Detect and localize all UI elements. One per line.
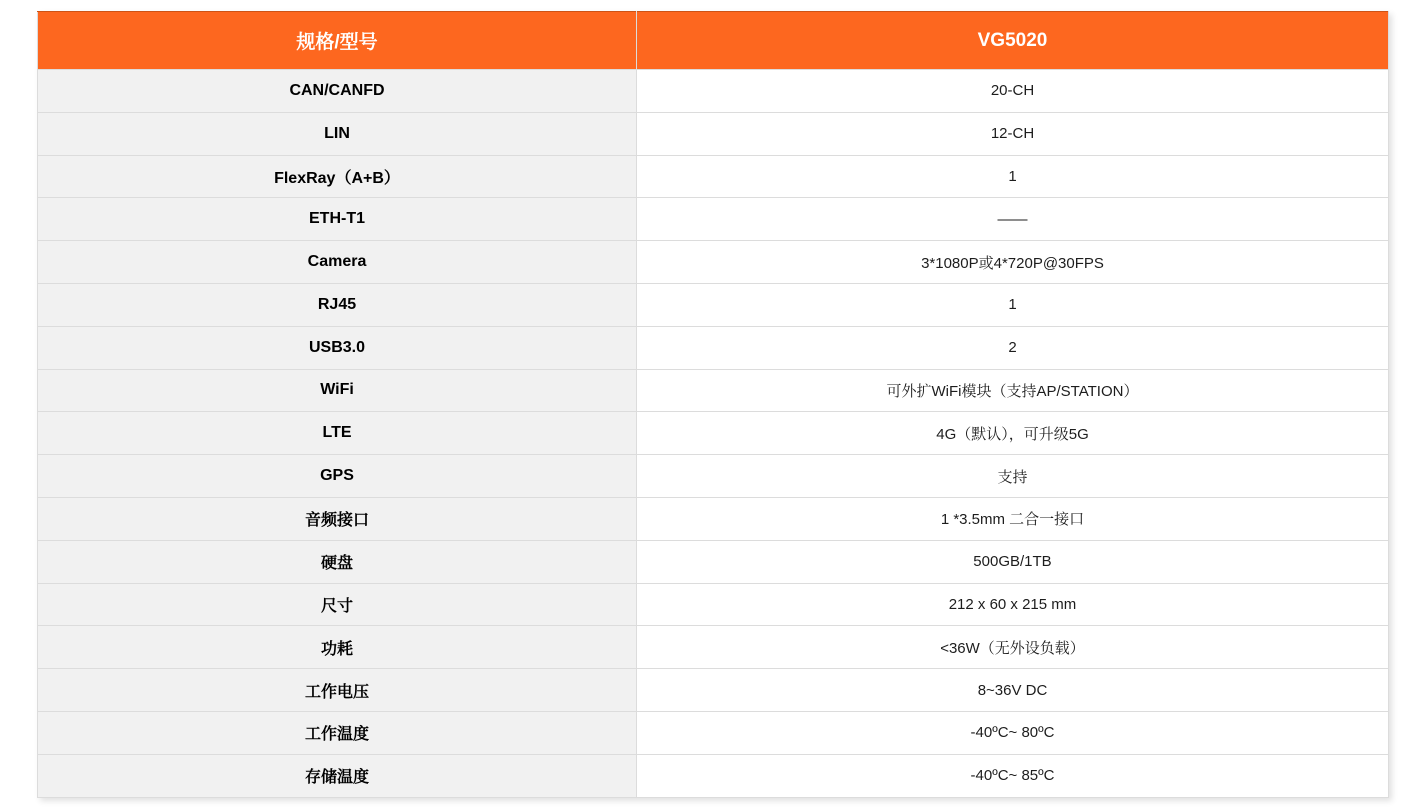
spec-value-cell: 212 x 60 x 215 mm [637,583,1389,626]
spec-name-cell: GPS [38,455,637,498]
table-row [38,198,1389,241]
header-row [38,12,1389,70]
spec-value-cell: 3*1080P或4*720P@30FPS [637,241,1389,284]
spec-value-cell: 4G（默认），可升级5G [637,412,1389,455]
spec-name-cell: WiFi [38,369,637,412]
spec-name-cell: LTE [38,412,637,455]
table-row [38,112,1389,155]
table-row [38,283,1389,326]
spec-name-cell: 存储温度 [38,754,637,797]
table-row [38,326,1389,369]
spec-value-cell: 8~36V DC [637,669,1389,712]
spec-name-cell: USB3.0 [38,326,637,369]
spec-rows-body [38,70,1389,798]
spec-name-cell: RJ45 [38,283,637,326]
spec-value-cell: 12-CH [637,112,1389,155]
spec-name-cell: CAN/CANFD [38,70,637,113]
spec-name-cell: Camera [38,241,637,284]
spec-name-cell: FlexRay（A+B） [38,155,637,198]
spec-value-cell: <36W（无外设负载） [637,626,1389,669]
spec-value-cell: 1 [637,283,1389,326]
table-row [38,241,1389,284]
spec-value-cell: -40ºC~ 85ºC [637,754,1389,797]
table-row [38,754,1389,797]
spec-value-cell: 支持 [637,455,1389,498]
spec-value-cell: 500GB/1TB [637,540,1389,583]
model-header-cell: VG5020 [637,12,1389,70]
table-row [38,626,1389,669]
spec-value-cell: 20-CH [637,70,1389,113]
table-row [38,540,1389,583]
spec-name-cell: 工作电压 [38,669,637,712]
table-row [38,711,1389,754]
spec-header-cell: 规格/型号 [38,12,637,70]
table-row [38,412,1389,455]
table-row [38,455,1389,498]
spec-name-cell: 音频接口 [38,497,637,540]
table-row [38,583,1389,626]
table-row [38,70,1389,113]
spec-table [37,11,1389,798]
spec-value-cell: 1 [637,155,1389,198]
spec-value-cell: 可外扩WiFi模块（支持AP/STATION） [637,369,1389,412]
spec-name-cell: 功耗 [38,626,637,669]
table-row [38,669,1389,712]
spec-name-cell: ETH-T1 [38,198,637,241]
spec-value-cell: —— [637,198,1389,241]
spec-name-cell: 尺寸 [38,583,637,626]
spec-name-cell: 工作温度 [38,711,637,754]
spec-name-cell: LIN [38,112,637,155]
spec-value-cell: -40ºC~ 80ºC [637,711,1389,754]
table-row [38,369,1389,412]
spec-value-cell: 1 *3.5mm 二合一接口 [637,497,1389,540]
spec-value-cell: 2 [637,326,1389,369]
table-row [38,155,1389,198]
table-row [38,497,1389,540]
spec-name-cell: 硬盘 [38,540,637,583]
